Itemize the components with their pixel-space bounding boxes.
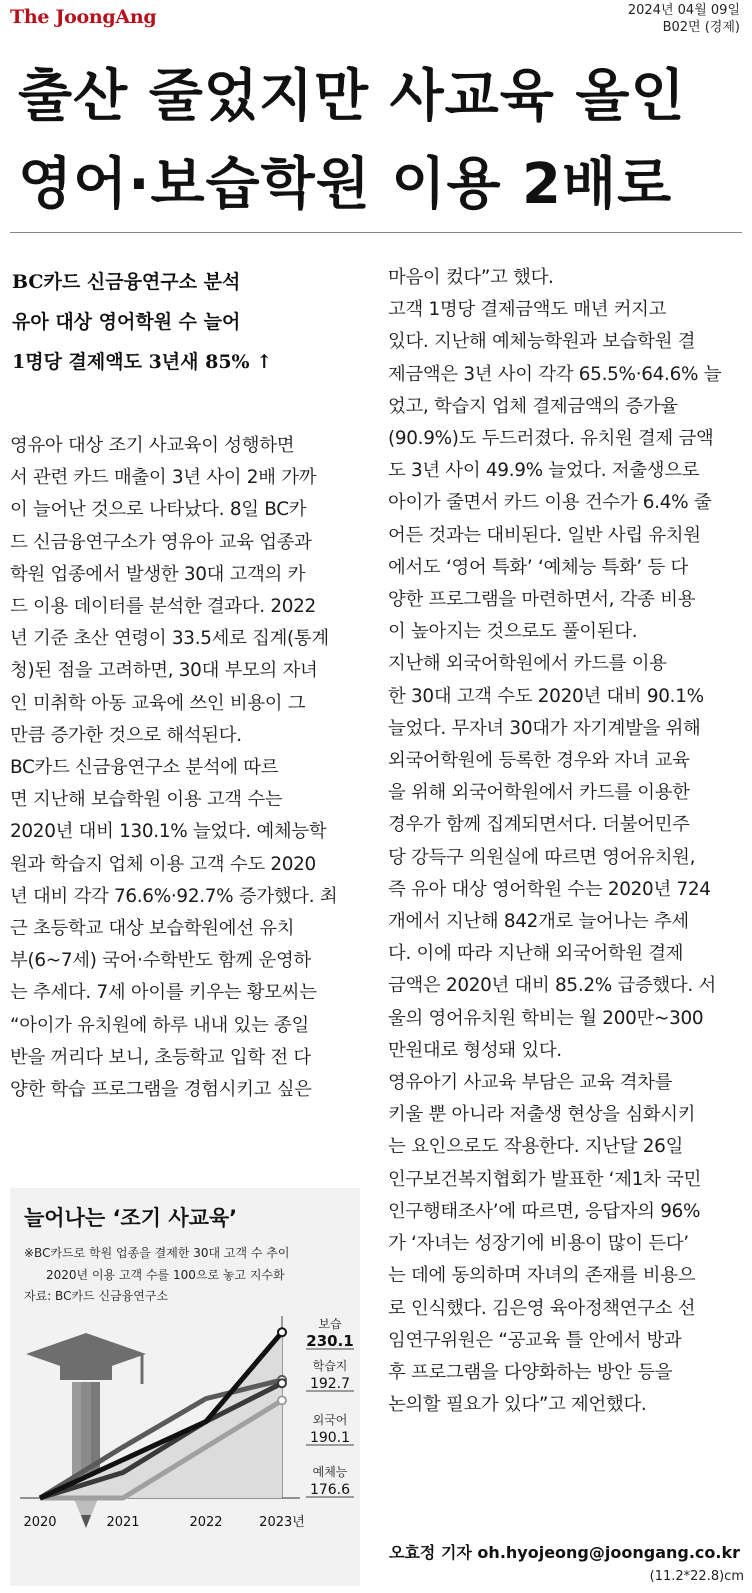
body-line: 외국어학원에 등록한 경우와 자녀 교육 xyxy=(388,750,690,772)
body-line: 제금액은 3년 사이 각각 65.5%·64.6% 늘 xyxy=(388,363,722,385)
body-line: 지난해 외국어학원에서 카드를 이용 xyxy=(388,653,667,675)
body-line: 임연구위원은 “공교육 틀 안에서 방과 xyxy=(388,1329,682,1351)
body-line: 즉 유아 대상 영어학원 수는 2020년 724 xyxy=(388,878,711,900)
body-line: 년 대비 각각 76.6%·92.7% 증가했다. 최 xyxy=(10,885,338,907)
body-line: 는 추세다. 7세 아이를 키우는 황모씨는 xyxy=(10,982,317,1004)
body-line: 어든 것과는 대비된다. 일반 사립 유치원 xyxy=(388,524,701,546)
subheadline xyxy=(12,262,367,382)
body-line: 는 데에 동의하며 자녀의 존재를 비용으 xyxy=(388,1265,696,1287)
data-label: 190.1 xyxy=(309,1430,351,1446)
article-body-right xyxy=(388,262,742,1421)
subhead-line: 유아 대상 영어학원 수 늘어 xyxy=(12,311,241,333)
chart-note: 2020년 이용 고객 수를 100으로 놓고 지수화 xyxy=(46,1268,285,1282)
series-endpoint xyxy=(278,1328,286,1336)
chart-title: 늘어나는 ‘조기 사교육’ xyxy=(24,1206,238,1230)
article-body-left xyxy=(10,430,360,1106)
body-line: 드 이용 데이터를 분석한 결과다. 2022 xyxy=(10,596,316,618)
byline: 오효정 기자 oh.hyojeong@joongang.co.kr xyxy=(389,1543,740,1562)
body-line: 2020년 대비 130.1% 늘었다. 예체능학 xyxy=(10,821,327,843)
x-tick-label: 2023년 xyxy=(259,1515,305,1530)
body-line: 인구행태조사’에 따르면, 응답자의 96% xyxy=(388,1200,701,1222)
body-line: 년 기준 초산 연령이 33.5세로 집계(통계 xyxy=(10,628,329,650)
body-line: 부(6~7세) 국어·수학반도 함께 운영하 xyxy=(10,950,311,972)
body-line: 영유아 대상 조기 사교육이 성행하면 xyxy=(10,435,295,456)
body-line: 아이가 줄면서 카드 이용 건수가 6.4% 줄 xyxy=(388,492,712,514)
body-line: 마음이 컸다”고 했다. xyxy=(388,267,554,288)
body-line: 키울 뿐 아니라 저출생 현상을 심화시키 xyxy=(388,1104,696,1126)
body-line: 논의할 필요가 있다”고 제언했다. xyxy=(388,1394,647,1416)
body-line: 에서도 ‘영어 특화’ ‘예체능 특화’ 등 다 xyxy=(388,556,688,578)
subhead-line: 1명당 결제액도 3년새 85% ↑ xyxy=(12,351,273,373)
legend-label: 외국어 xyxy=(312,1413,348,1427)
legend-label: 예체능 xyxy=(312,1465,348,1479)
issue-info xyxy=(628,2,740,36)
body-line: 었고, 학습지 업체 결제금액의 증가율 xyxy=(388,395,678,417)
article-size: (11.2*22.8)cm xyxy=(649,1569,744,1584)
body-line: 는 요인으로도 작용한다. 지난달 26일 xyxy=(388,1136,684,1158)
body-line: 고객 1명당 결제금액도 매년 커지고 xyxy=(388,299,667,321)
body-line: 후 프로그램을 다양화하는 방안 등을 xyxy=(388,1361,673,1383)
body-line: “아이가 유치원에 하루 내내 있는 종일 xyxy=(10,1014,309,1036)
body-line: (90.9%)도 두드러졌다. 유치원 결제 금액 xyxy=(388,428,714,450)
body-line: 만원대로 형성돼 있다. xyxy=(388,1039,562,1061)
body-line: 면 지난해 보습학원 이용 고객 수는 xyxy=(10,789,283,811)
body-line: 청)된 점을 고려하면, 30대 부모의 자녀 xyxy=(10,660,318,682)
body-line: 반을 꺼리다 보니, 초등학교 입학 전 다 xyxy=(10,1046,311,1068)
infographic xyxy=(10,1188,360,1586)
body-line: 영유아기 사교육 부담은 교육 격차를 xyxy=(388,1072,673,1094)
body-line: 한 30대 고객 수도 2020년 대비 90.1% xyxy=(388,685,704,707)
headline-line-2: 영어·보습학원 이용 2배로 xyxy=(18,152,673,217)
body-line: 금액은 2020년 대비 85.2% 급증했다. 서 xyxy=(388,975,716,997)
body-line: 만큼 증가한 것으로 해석된다. xyxy=(10,724,242,746)
body-line: 울의 영어유치원 학비는 월 200만~300 xyxy=(388,1007,704,1029)
chart-source: 자료: BC카드 신금융연구소 xyxy=(24,1289,168,1303)
data-label: 176.6 xyxy=(309,1482,351,1498)
body-line: 늘었다. 무자녀 30대가 자기계발을 위해 xyxy=(388,717,701,739)
data-label: 230.1 xyxy=(306,1332,354,1350)
chart-note: ※BC카드로 학원 업종을 결제한 30대 고객 수 추이 xyxy=(24,1246,290,1260)
body-line: 당 강득구 의원실에 따르면 영어유치원, xyxy=(388,846,696,868)
legend-label: 보습 xyxy=(318,1317,342,1331)
body-line: 가 ‘자녀는 성장기에 비용이 많이 든다’ xyxy=(388,1233,689,1255)
divider xyxy=(10,232,742,233)
headline-line-1: 출산 줄었지만 사교육 올인 xyxy=(18,64,686,129)
body-line: 학원 업종에서 발생한 30대 고객의 카 xyxy=(10,563,306,585)
body-line: 다. 이에 따라 지난해 외국어학원 결제 xyxy=(388,943,684,965)
body-line: 인구보건복지협회가 발표한 ‘제1차 국민 xyxy=(388,1168,702,1190)
body-line: 양한 프로그램을 마련하면서, 각종 비용 xyxy=(388,589,696,611)
series-endpoint xyxy=(278,1396,286,1404)
x-tick-label: 2020 xyxy=(23,1515,57,1530)
body-line: 도 3년 사이 49.9% 늘었다. 저출생으로 xyxy=(388,460,700,482)
body-line: 원과 학습지 업체 이용 고객 수도 2020 xyxy=(10,853,316,875)
line-chart xyxy=(10,1188,360,1586)
subhead-line: BC카드 신금융연구소 분석 xyxy=(12,271,241,293)
issue-date: 2024년 04월 09일 xyxy=(627,3,740,18)
body-line: 근 초등학교 대상 보습학원에선 유치 xyxy=(10,918,295,940)
body-line: 경우가 함께 집계되면서다. 더불어민주 xyxy=(388,814,690,836)
body-line: 서 관련 카드 매출이 3년 사이 2배 가까 xyxy=(10,467,317,489)
x-tick-label: 2021 xyxy=(106,1515,140,1530)
body-line: 로 인식했다. 김은영 육아정책연구소 선 xyxy=(388,1297,696,1319)
newspaper-logo: The JoongAng xyxy=(10,6,157,28)
x-tick-label: 2022 xyxy=(189,1515,223,1530)
body-line: 있다. 지난해 예체능학원과 보습학원 결 xyxy=(388,331,696,353)
issue-page: B02면 (경제) xyxy=(662,20,740,35)
body-line: 드 신금융연구소가 영유아 교육 업종과 xyxy=(10,531,312,553)
data-label: 192.7 xyxy=(309,1376,351,1392)
body-line: 개에서 지난해 842개로 늘어나는 추세 xyxy=(388,911,689,933)
legend-label: 학습지 xyxy=(312,1359,348,1373)
body-line: 이 늘어난 것으로 나타났다. 8일 BC카 xyxy=(10,499,307,521)
body-line: 이 높아지는 것으로도 풀이된다. xyxy=(388,621,638,643)
body-line: 양한 학습 프로그램을 경험시키고 싶은 xyxy=(10,1079,312,1101)
body-line: BC카드 신금융연구소 분석에 따르 xyxy=(10,757,279,779)
body-line: 인 미취학 아동 교육에 쓰인 비용이 그 xyxy=(10,692,306,714)
body-line: 을 위해 외국어학원에서 카드를 이용한 xyxy=(388,782,690,804)
series-endpoint xyxy=(278,1379,286,1387)
